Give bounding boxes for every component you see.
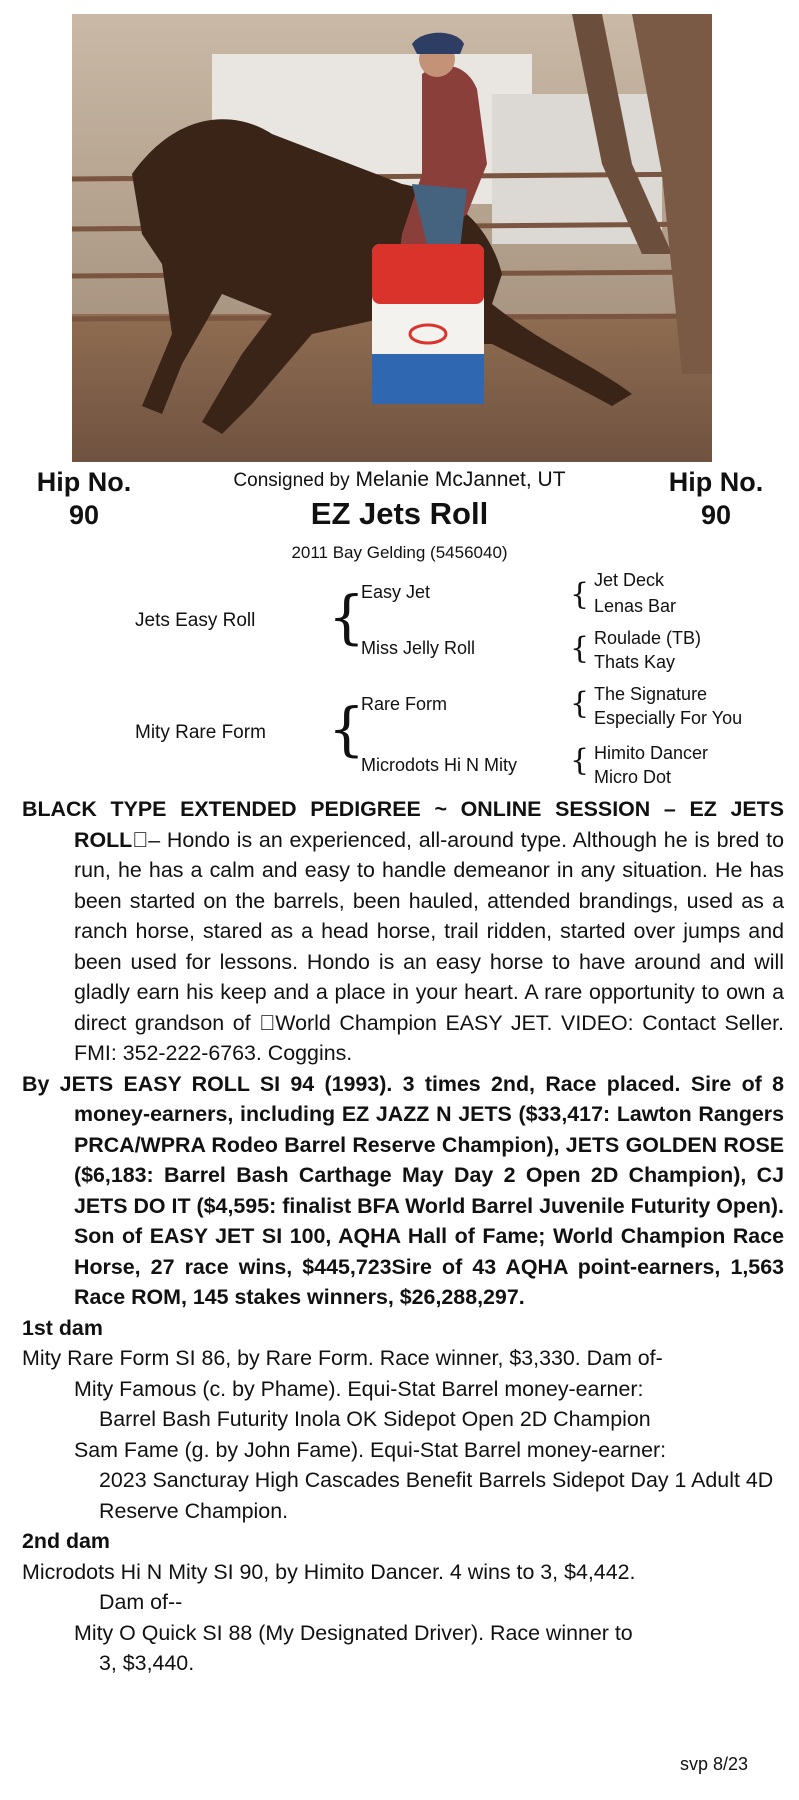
produce-detail: Barrel Bash Futurity Inola OK Sidepot Open 2D Champion bbox=[99, 1407, 651, 1431]
hip-label: Hip No. bbox=[36, 467, 132, 497]
produce-main: Sam Fame (g. by John Fame). Equi-Stat Barrel money-earner: bbox=[74, 1437, 667, 1462]
pedigree-brace: { bbox=[570, 743, 590, 778]
horse-photo bbox=[72, 14, 712, 462]
barrel-racing-image bbox=[72, 14, 712, 462]
produce-main: Mity O Quick SI 88 (My Designated Driver). Race winner to bbox=[74, 1620, 633, 1645]
pedigree-brace: { bbox=[328, 583, 365, 651]
pedigree-g7: Himito Dancer bbox=[594, 743, 709, 763]
pedigree-brace: { bbox=[570, 577, 590, 612]
horse-description: 2011 Bay Gelding (5456040) bbox=[291, 543, 508, 562]
pedigree-brace: { bbox=[570, 631, 590, 666]
consignor-line bbox=[0, 468, 799, 492]
description-body: – Hondo is an experienced, all-around type. Although he is bred to run, he has a calm and easy to handle demeanor in any situation. He has been started on the barrels, been hauled, attended brandings, used as a ranch horse, stared as a head horse, trail ridden, started over jumps and been used for lessons. Hondo is an easy horse to have around and will gladly earn his keep and a place in your heart. A rare opportunity to own a direct grandson of  World Champion EASY JET. VIDEO: Contact Seller. FMI: 352-222-6763. Coggins. bbox=[74, 827, 784, 1065]
second-dam-heading: 2nd dam bbox=[22, 1529, 110, 1553]
hip-value: 90 bbox=[68, 500, 100, 530]
pedigree-sire-dam: Miss Jelly Roll bbox=[361, 638, 476, 658]
description-paragraph bbox=[22, 794, 784, 1069]
pedigree-brace: { bbox=[328, 695, 365, 763]
produce-detail: 2023 Sancturay High Cascades Benefit Barrels Sidepot Day 1 Adult 4D Reserve Champion. bbox=[99, 1468, 774, 1523]
second-dam-line: Microdots Hi N Mity SI 90, by Himito Dancer. 4 wins to 3, $4,442. bbox=[22, 1559, 636, 1584]
first-dam-line: Mity Rare Form SI 86, by Rare Form. Race winner, $3,330. Dam of- bbox=[22, 1346, 663, 1370]
consignor-name: Melanie McJannet, UT bbox=[355, 468, 566, 491]
first-dam-heading: 1st dam bbox=[22, 1315, 103, 1340]
pedigree-sire: Jets Easy Roll bbox=[135, 610, 256, 631]
pedigree-dam-sire: Rare Form bbox=[361, 694, 448, 714]
pedigree-brace: { bbox=[570, 686, 590, 721]
pedigree-g2: Lenas Bar bbox=[594, 596, 677, 616]
pedigree-g4: Thats Kay bbox=[594, 652, 676, 672]
pedigree-dam-dam: Microdots Hi N Mity bbox=[361, 755, 518, 775]
pedigree-g3: Roulade (TB) bbox=[594, 628, 702, 648]
pedigree-g6: Especially For You bbox=[594, 708, 743, 728]
pedigree-g5: The Signature bbox=[594, 684, 708, 704]
hip-value: 90 bbox=[700, 500, 732, 530]
produce-detail: 3, $3,440. bbox=[99, 1651, 195, 1675]
pedigree-g1: Jet Deck bbox=[594, 570, 665, 590]
hip-label: Hip No. bbox=[668, 467, 764, 497]
consigned-prefix: Consigned by bbox=[233, 470, 350, 491]
pedigree-sire-sire: Easy Jet bbox=[361, 582, 431, 602]
catalog-text bbox=[22, 794, 784, 1679]
dam-of-label: Dam of-- bbox=[99, 1590, 183, 1614]
footer-code: svp 8/23 bbox=[680, 1754, 749, 1774]
pedigree-dam: Mity Rare Form bbox=[135, 722, 266, 743]
description-heading: BLACK TYPE EXTENDED PEDIGREE ~ ONLINE SESSION – EZ JETS ROLL  bbox=[22, 797, 784, 852]
sire-info: By JETS EASY ROLL SI 94 (1993). 3 times 2nd, Race placed. Sire of 8 money-earners, including EZ JAZZ N JETS ($33,417: Lawton Rangers PRCA/WPRA Rodeo Barrel Reserve Champion), JETS GOLDEN ROSE ($6,183: Barrel Bash Carthage May Day 2 Open 2D Champion), CJ JETS DO IT ($4,595: finalist BFA World Barrel Juvenile Futurity Open). Son of EASY JET SI 100, AQHA Hall of Fame; World Champion Race Horse, 27 race wins, $445,723Sire of 43 AQHA point-earners, 1,563 Race ROM, 145 stakes winners, $26,288,297. bbox=[22, 1071, 784, 1309]
pedigree-g8: Micro Dot bbox=[594, 767, 672, 787]
produce-main: Mity Famous (c. by Phame). Equi-Stat Barrel money-earner: bbox=[74, 1376, 644, 1401]
horse-name: EZ Jets Roll bbox=[310, 496, 489, 531]
